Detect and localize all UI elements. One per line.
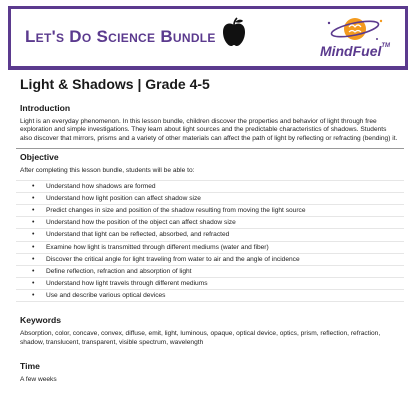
keywords-section — [20, 316, 400, 347]
introduction-text: Light is an everyday phenomenon. In this lesson bundle, children discover the properties and behavior of light through free exploration and simple investigations. They learn about light sources and the predictable characteristics of shadows. Students also discover that mirrors, prisms and a variety of other materials can affect the path of light by reflecting or refracting (bending) it. — [20, 117, 398, 142]
time-heading: Time — [20, 361, 40, 372]
introduction-section — [20, 104, 400, 143]
list-item: • Understand how the position of the object can affect shadow size — [16, 217, 404, 229]
objective-heading: Objective — [20, 152, 59, 163]
time-text: A few weeks — [20, 375, 57, 383]
objective-section — [16, 148, 404, 302]
objective-intro: After completing this lesson bundle, students will be able to: — [20, 166, 195, 174]
page-subtitle: Light & Shadows | Grade 4-5 — [20, 76, 210, 92]
introduction-heading: Introduction — [20, 103, 71, 113]
list-item: • Understand how shadows are formed — [16, 181, 404, 193]
time-section — [20, 362, 400, 384]
document-body — [20, 104, 400, 389]
list-item: • Discover the critical angle for light traveling from water to air and the angle of incidence — [16, 254, 404, 266]
objective-list — [16, 181, 404, 303]
mindfuel-logo — [315, 13, 395, 63]
list-item: • Predict changes in size and position of the shadow resulting from moving the light source — [16, 205, 404, 217]
header-divider — [8, 66, 408, 70]
logo-text: MindFuel™ — [319, 43, 391, 59]
list-item: • Understand how light travels through different mediums — [16, 278, 404, 290]
keywords-heading: Keywords — [20, 315, 62, 326]
brain-icon — [315, 13, 395, 45]
list-item: • Examine how light is transmitted through different mediums (water and fiber) — [16, 242, 404, 254]
bundle-title: Let's Do Science Bundle — [25, 27, 216, 46]
list-item: • Understand how light position can affect shadow size — [16, 193, 404, 205]
apple-icon — [221, 17, 247, 47]
header-banner — [8, 6, 408, 68]
list-item: • Use and describe various optical devices — [16, 290, 404, 302]
keywords-text: Absorption, color, concave, convex, diffuse, emit, light, luminous, opaque, optical device, optics, prism, reflection, refraction, shadow, translucent, transparent, visible spectrum, wavelength — [20, 330, 381, 346]
list-item: • Define reflection, refraction and absorption of light — [16, 266, 404, 278]
list-item: • Understand that light can be reflected, absorbed, and refracted — [16, 229, 404, 241]
